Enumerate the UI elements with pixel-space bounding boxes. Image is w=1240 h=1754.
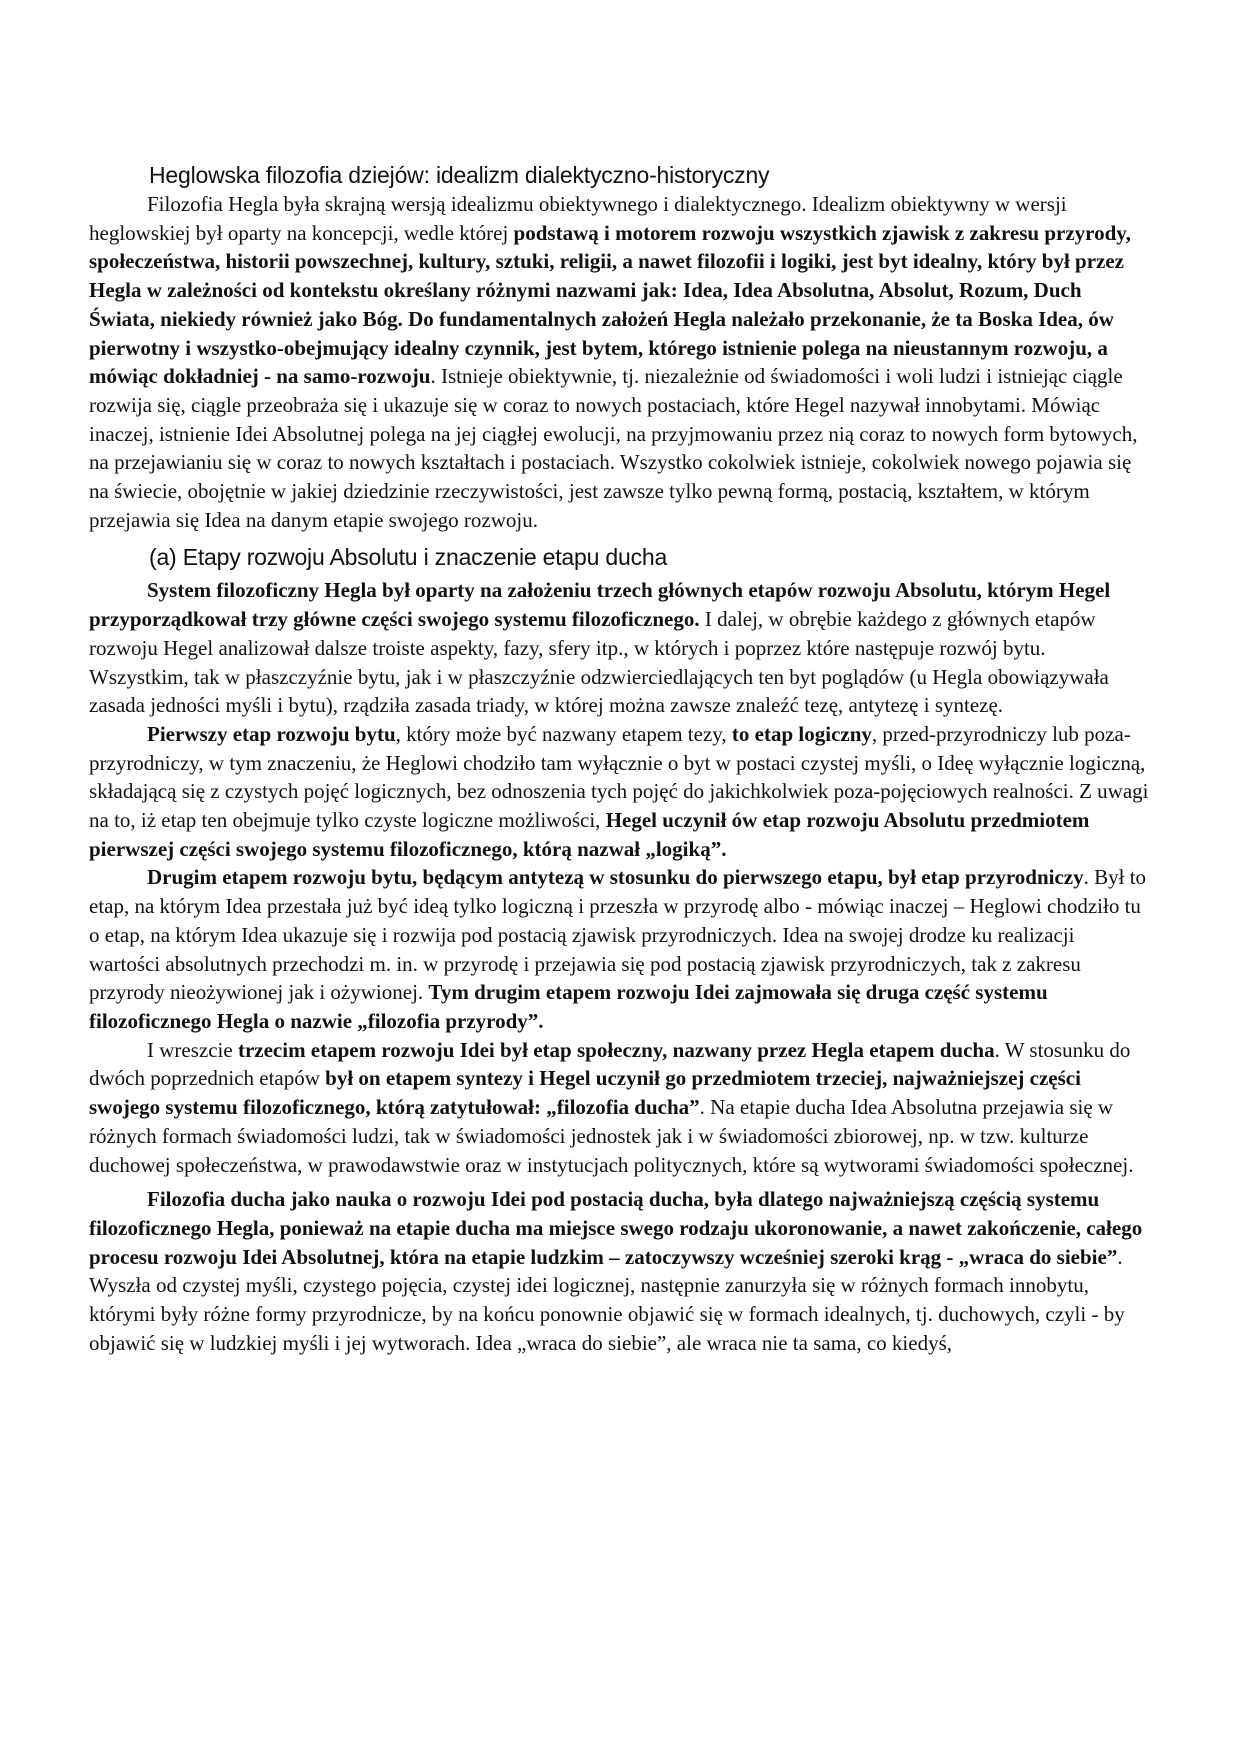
text-run: . Był to etap, na którym Idea przestała już być ideą tylko logiczną i przeszła w przyrodę albo - mówiąc inaczej – Heglowi chodziło tu o etap, na którym Idea ukazuje się i rozwija pod postacią zjawisk przyrodniczych. Idea na swojej drodze ku realizacji wartości absolutnych przechodzi m. in. w przyrodę i przejawia się pod postacią zjawisk przyrodniczych, tak z zakresu przyrody nieożywionej jak i ożywionej.: [89, 865, 1147, 1005]
document-body: [89, 160, 1150, 1357]
bold-run: trzecim etapem rozwoju Idei był etap społeczny, nazwany przez Hegla etapem ducha: [237, 1037, 995, 1062]
document-title: Heglowska filozofia dziejów: idealizm dialektyczno-historyczny: [149, 162, 770, 188]
text-run: . Wyszła od czystej myśli, czystego pojęcia, czystej idei logicznej, następnie zanurzyła się w różnych formach innobytu, którymi były różne formy przyrodnicze, by na końcu ponownie objawić się w formach idealnych, tj. duchowych, czyli - by objawić się w ludzkiej myśli i jej wytworach. Idea „wraca do siebie”, ale wraca nie ta sama, co kiedyś,: [89, 1244, 1125, 1355]
text-run: Filozofia Hegla była skrajną wersją idealizmu obiektywnego i dialektycznego. Idealizm obiektywny w wersji heglowskiej był oparty na koncepcji, wedle której: [89, 192, 1067, 245]
bold-run: to etap logiczny: [731, 721, 872, 746]
paragraph-second-stage: [89, 863, 1150, 1035]
paragraph-system: [89, 576, 1150, 720]
bold-run: Filozofia ducha jako nauka o rozwoju Idei pod postacią ducha, była dlatego najważniejszą częścią systemu filozoficznego Hegla, ponieważ na etapie ducha ma miejsce swego rodzaju ukoronowanie, a nawet zakończenie, całego procesu rozwoju Idei Absolutnej, która na etapie ludzkim – zatoczywszy wcześniej szeroki krąg - „wraca do siebie”: [89, 1187, 1143, 1269]
bold-run: Tym drugim etapem rozwoju Idei zajmowała się druga część systemu filozoficznego Hegla o nazwie „filozofia przyrody”.: [89, 980, 1048, 1033]
text-run: , przed-przyrodniczy lub poza-przyrodniczy, w tym znaczeniu, że Heglowi chodziło tam wyłącznie o byt w postaci czystej myśli, o Ideę wyłącznie logiczną, składającą się z czystych pojęć logicznych, bez odnoszenia tych pojęć do jakichkolwiek poza-pojęciowych realności. Z uwagi na to, iż etap ten obejmuje tylko czyste logiczne możliwości,: [89, 721, 1149, 833]
bold-run: Hegel uczynił ów etap rozwoju Absolutu przedmiotem pierwszej części swojego systemu filozoficznego, którą nazwał „logiką”.: [89, 808, 1090, 861]
text-run: . W stosunku do dwóch poprzednich etapów: [89, 1037, 1131, 1091]
text-run: , który może być nazwany etapem tezy,: [395, 721, 732, 746]
bold-run: Pierwszy etap rozwoju bytu: [147, 721, 396, 746]
text-run: . Na etapie ducha Idea Absolutna przejawia się w różnych formach świadomości ludzi, tak w świadomości jednostek jak i w świadomości zbiorowej, np. w tzw. kulturze duchowej społeczeństwa, w prawodawstwie oraz w instytucjach politycznych, które są wytworami świadomości społecznej.: [89, 1095, 1134, 1177]
paragraph-philosophy-of-spirit: [89, 1185, 1150, 1357]
text-run: I dalej, w obrębie każdego z głównych etapów rozwoju Hegel analizował dalsze troiste aspekty, fazy, sfery itp., w których i poprzez które następuje rozwój bytu. Wszystkim, tak w płaszczyźnie bytu, jak i w płaszczyźnie odzwierciedlających ten byt poglądów (u Hegla obowiązywała zasada jedności myśli i bytu), rządziła zasada triady, w której można zawsze znaleźć tezę, antytezę i syntezę.: [89, 607, 1109, 718]
text-run: I wreszcie: [147, 1037, 238, 1062]
bold-run: podstawą i motorem rozwoju wszystkich zjawisk z zakresu przyrody, społeczeństwa, historii powszechnej, kultury, sztuki, religii, a nawet filozofii i logiki, jest byt idealny, który był przez Hegla w zależności od kontekstu określany różnymi nazwami jak: Idea, Idea Absolutna, Absolut, Rozum, Duch Świata, niekiedy również jako Bóg. Do fundamentalnych założeń Hegla należało przekonanie, że ta Boska Idea, ów pierwotny i wszystko-obejmujący idealny czynnik, jest bytem, którego istnienie polega na nieustannym rozwoju, a mówiąc dokładniej - na samo-rozwoju: [89, 220, 1131, 389]
text-run: . Istnieje obiektywnie, tj. niezależnie od świadomości i woli ludzi i istniejąc ciągle rozwija się, ciągle przeobraża się i ukazuje się w coraz to nowych postaciach, które Hegel nazywał innobytami. Mówiąc inaczej, istnienie Idei Absolutnej polega na jej ciągłej ewolucji, na przyjmowaniu przez nią coraz to nowych form bytowych, na przejawianiu się w coraz to nowych kształtach i postaciach. Wszystko cokolwiek istnieje, cokolwiek nowego pojawia się na świecie, obojętnie w jakiej dziedzinie rzeczywistości, jest zawsze tylko pewną formą, postacią, kształtem, w którym przejawia się Idea na danym etapie swojego rozwoju.: [89, 364, 1138, 532]
bold-run: był on etapem syntezy i Hegel uczynił go przedmiotem trzeciej, najważniejszej części swojego systemu filozoficznego, którą zatytułował: „filozofia ducha”: [89, 1066, 1081, 1120]
paragraph-third-stage: [89, 1036, 1150, 1180]
section-heading-a: (a) Etapy rozwoju Absolutu i znaczenie etapu ducha: [149, 544, 668, 571]
bold-run: Drugim etapem rozwoju bytu, będącym antytezą w stosunku do pierwszego etapu, był etap przyrodniczy: [147, 865, 1084, 890]
bold-run: System filozoficzny Hegla był oparty na założeniu trzech głównych etapów rozwoju Absolutu, którym Hegel przyporządkował trzy główne części swojego systemu filozoficznego.: [89, 578, 1111, 632]
paragraph-first-stage: [89, 720, 1150, 864]
paragraph-intro: [89, 190, 1150, 534]
